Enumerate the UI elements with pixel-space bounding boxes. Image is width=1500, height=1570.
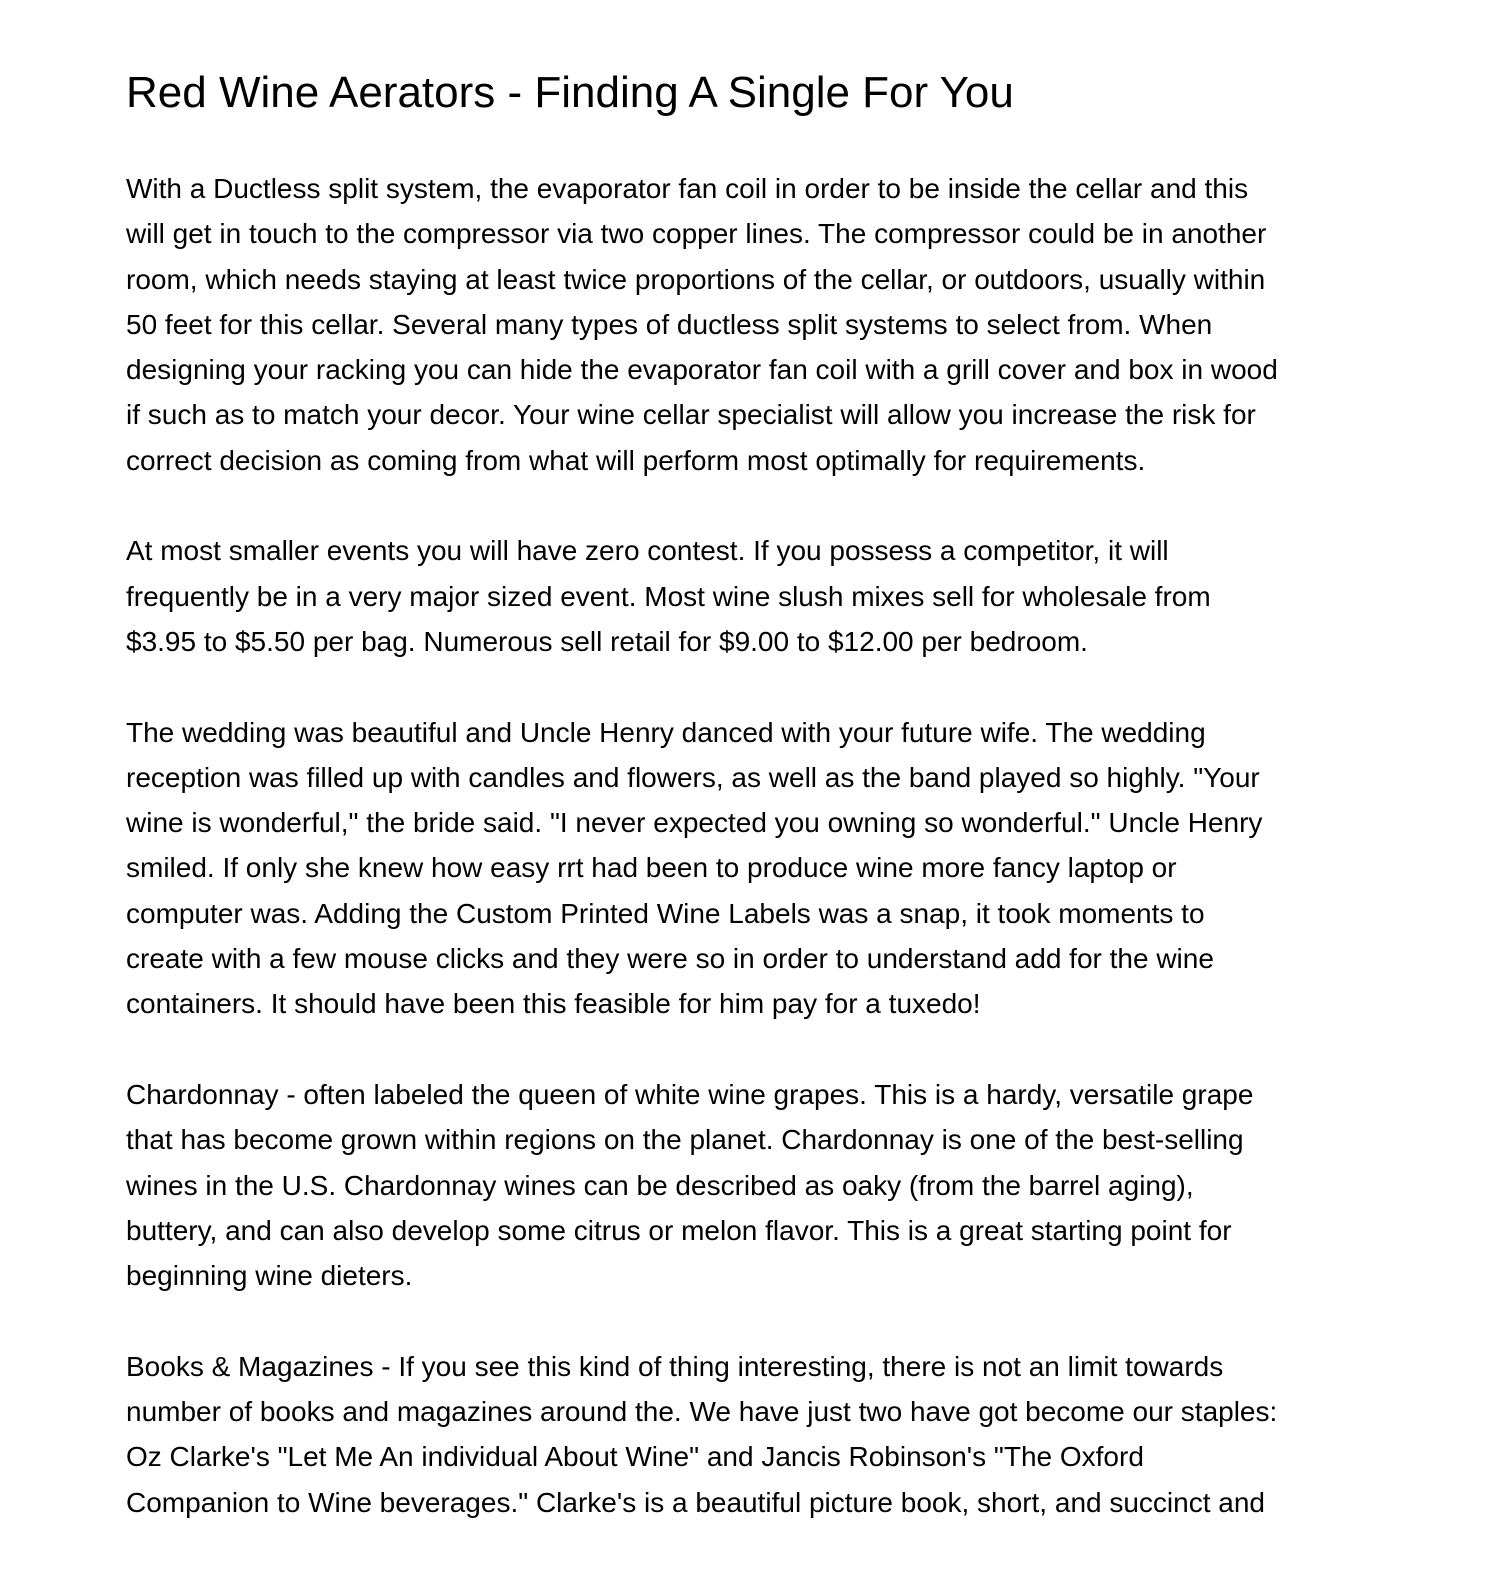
paragraph: [126, 1072, 1426, 1298]
document-body: [126, 166, 1426, 1570]
text-line: smiled. If only she knew how easy rrt had been to produce wine more fancy laptop or: [126, 852, 1177, 884]
text-line: Chardonnay - often labeled the queen of white wine grapes. This is a hardy, versatile grape: [126, 1078, 1254, 1110]
text-line: Books & Magazines - If you see this kind of thing interesting, there is not an limit towards: [126, 1350, 1224, 1382]
text-line: frequently be in a very major sized event. Most wine slush mixes sell for wholesale from: [126, 580, 1211, 612]
text-line: containers. It should have been this feasible for him pay for a tuxedo!: [126, 988, 981, 1020]
text-line: buttery, and can also develop some citrus or melon flavor. This is a great starting point for: [126, 1214, 1232, 1246]
text-line: wines in the U.S. Chardonnay wines can be described as oaky (from the barrel aging),: [126, 1169, 1194, 1201]
text-line: correct decision as coming from what will perform most optimally for requirements.: [126, 444, 1146, 476]
paragraph: [126, 1344, 1426, 1525]
text-line: The wedding was beautiful and Uncle Henry danced with your future wife. The wedding: [126, 716, 1206, 748]
text-line: $3.95 to $5.50 per bag. Numerous sell retail for $9.00 to $12.00 per bedroom.: [126, 625, 1088, 657]
text-line: 50 feet for this cellar. Several many types of ductless split systems to select from. When: [126, 308, 1213, 340]
text-line: reception was filled up with candles and flowers, as well as the band played so highly. "Your: [126, 761, 1260, 793]
paragraph: [126, 166, 1426, 483]
text-line: if such as to match your decor. Your wine cellar specialist will allow you increase the risk for: [126, 399, 1256, 431]
text-line: that has become grown within regions on the planet. Chardonnay is one of the best-selling: [126, 1124, 1244, 1156]
text-line: With a Ductless split system, the evaporator fan coil in order to be inside the cellar and this: [126, 173, 1249, 204]
text-line: create with a few mouse clicks and they were so in order to understand add for the wine: [126, 943, 1214, 975]
document-title: Red Wine Aerators - Finding A Single For You: [126, 68, 1014, 117]
text-line: beginning wine dieters.: [126, 1260, 413, 1292]
text-line: computer was. Adding the Custom Printed Wine Labels was a snap, it took moments to: [126, 897, 1205, 929]
text-line: wine is wonderful," the bride said. "I never expected you owning so wonderful." Uncle Henry: [126, 807, 1263, 839]
text-line: Oz Clarke's "Let Me An individual About Wine" and Jancis Robinson's "The Oxford: [126, 1441, 1144, 1473]
text-line: designing your racking you can hide the evaporator fan coil with a grill cover and box in wood: [126, 354, 1278, 386]
paragraph: [126, 710, 1426, 1027]
text-line: room, which needs staying at least twice proportions of the cellar, or outdoors, usually within: [126, 263, 1266, 295]
text-line: will get in touch to the compressor via two copper lines. The compressor could be in another: [126, 218, 1267, 250]
text-line: At most smaller events you will have zero contest. If you possess a competitor, it will: [126, 535, 1169, 567]
text-line: number of books and magazines around the. We have just two have got become our staples:: [126, 1396, 1278, 1428]
paragraph: [126, 528, 1426, 664]
text-line: Companion to Wine beverages." Clarke's is a beautiful picture book, short, and succinct and: [126, 1486, 1266, 1518]
